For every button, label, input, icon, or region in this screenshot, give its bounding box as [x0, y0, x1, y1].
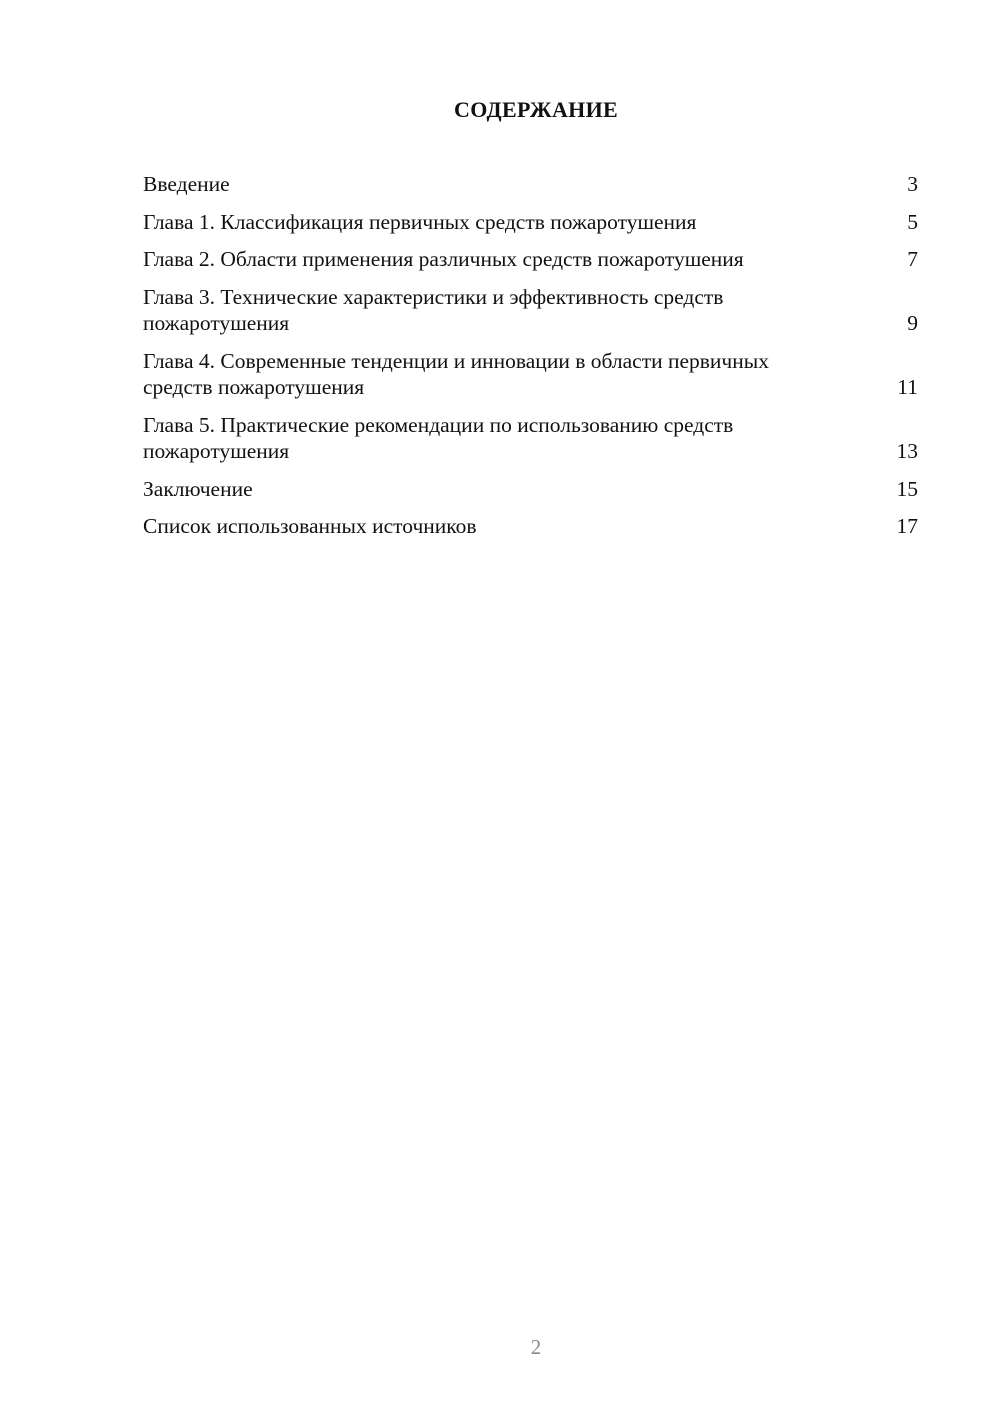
toc-entry-chapter-3[interactable]	[143, 284, 918, 337]
toc-entry-page: 7	[907, 247, 918, 271]
toc-entry-references[interactable]	[143, 513, 918, 540]
toc-entry-page: 17	[896, 514, 918, 538]
toc-entry-chapter-2[interactable]	[143, 246, 918, 273]
toc-entry-label: Глава 4. Современные тенденции и инновации в области первичных средств пожаротушения	[143, 348, 769, 399]
toc-entry-label: Глава 5. Практические рекомендации по использованию средств пожаротушения	[143, 412, 734, 463]
toc-entry-label: Глава 3. Технические характеристики и эффективность средств пожаротушения	[143, 284, 724, 335]
toc-entry-introduction[interactable]	[143, 171, 918, 198]
toc-entry-page: 13	[896, 439, 918, 463]
toc-entry-page: 5	[907, 209, 918, 234]
toc-entry-label: Список использованных источников	[143, 514, 477, 538]
toc-entry-label: Введение	[143, 172, 230, 196]
toc-entry-page: 11	[897, 375, 918, 399]
toc-entry-chapter-4[interactable]	[143, 348, 918, 401]
toc-entry-label: Глава 1. Классификация первичных средств пожаротушения	[143, 209, 697, 234]
toc-entry-page: 9	[907, 311, 918, 335]
page-title: СОДЕРЖАНИЕ	[454, 97, 618, 122]
toc-entry-label: Глава 2. Области применения различных средств пожаротушения	[143, 247, 744, 271]
table-of-contents	[143, 171, 918, 551]
toc-entry-chapter-5[interactable]	[143, 412, 918, 465]
toc-entry-label: Заключение	[143, 476, 253, 501]
toc-entry-page: 15	[896, 476, 918, 501]
toc-entry-conclusion[interactable]	[143, 476, 918, 503]
page-number: 2	[530, 1335, 542, 1359]
toc-entry-page: 3	[907, 172, 918, 196]
toc-entry-chapter-1[interactable]	[143, 209, 918, 236]
